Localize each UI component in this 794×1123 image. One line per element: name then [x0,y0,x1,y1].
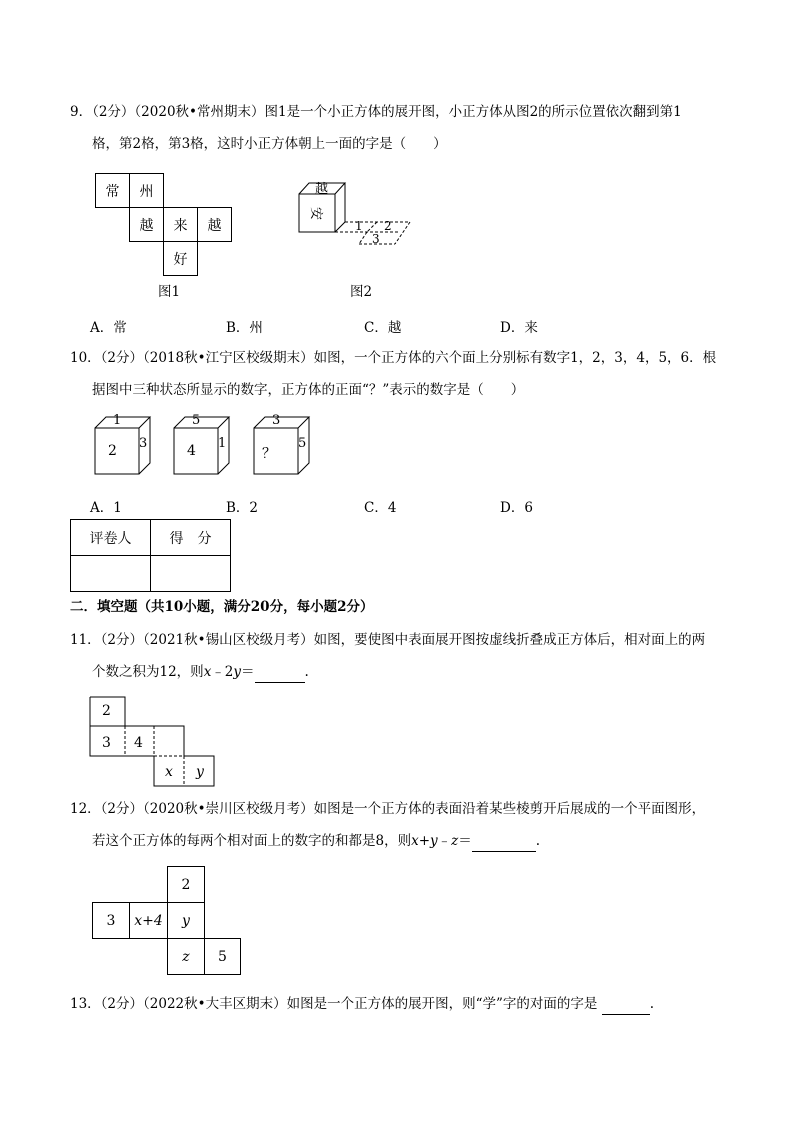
cube1-top: 1 [113,413,122,428]
q10-cubes [93,414,333,486]
q12-text: 若这个正方体的每两个相对面上的数字的和都是8，则 [92,833,412,849]
q11-eq: ＝ [241,664,255,680]
q9-figure1-caption: 图1 [158,284,181,300]
q11-cell-2: 2 [102,703,111,719]
net-cell: 越 [129,207,164,242]
q12-plus: + [418,833,431,849]
q12-var-z: z [451,833,459,849]
q11-text: 个数之积为12，则 [92,664,204,680]
cube2-front: 4 [187,443,196,459]
q11-line2 [92,662,309,683]
q13-line1 [70,994,654,1015]
cube3-front: ？ [262,446,276,462]
q12-answer-blank[interactable] [472,831,536,852]
cube3-top: 3 [272,413,281,428]
q9-option-a[interactable]: A．常 [90,320,127,336]
q11-cell-y: y [196,764,204,780]
cube1-front: 2 [108,443,117,459]
net-cell: 越 [197,207,232,242]
cube1-side: 3 [139,436,148,451]
q12-eq: ＝ [458,833,472,849]
q11-answer-blank[interactable] [255,662,305,683]
q12-cell-2: 2 [167,866,205,903]
q12-cell-5: 5 [204,938,241,975]
q12-cell-3: 3 [92,902,130,939]
q11-var-x: x [203,664,212,680]
q9-option-c[interactable]: C．越 [364,320,402,336]
grid-label-1: 1 [355,219,363,233]
q11-op: ﹣2 [211,664,234,680]
q9-figure2-caption: 图2 [350,284,373,300]
cube2-top: 5 [192,413,201,428]
score-header-score: 得 分 [151,520,231,556]
q11-line1: 11．（2分）（2021秋•锡山区校级月考）如图，要使图中表面展开图按虚线折叠成正方体后，相对面上的两 [70,632,706,648]
q12-end: . [535,833,541,849]
q10-option-d[interactable]: D．6 [500,500,533,516]
q12-minus: ﹣ [437,833,452,849]
score-cell-score[interactable] [151,556,231,592]
cube2-side: 1 [218,436,227,451]
q12-line2 [92,831,540,852]
q9-line2: 格，第2格，第3格，这时小正方体朝上一面的字是（ ） [92,136,447,152]
net-cell: 好 [163,241,198,276]
q12-var-y: y [430,833,438,849]
q12-var-x: x [411,833,419,849]
score-cell-grader[interactable] [71,556,151,592]
q10-option-b[interactable]: B．2 [226,500,259,516]
grid-label-2: 2 [384,219,392,233]
q12-cell-x4: x+4 [129,902,168,939]
q13-end: . [649,996,654,1012]
cube3-side: 5 [298,436,307,451]
q11-end: . [304,664,309,680]
cube-front-label: 安 [308,206,324,221]
net-cell: 常 [95,173,130,208]
q12-cell-y: y [167,902,205,939]
q9-option-d[interactable]: D．来 [500,320,538,336]
q11-var-y: y [233,664,242,680]
q11-cell-x: x [165,764,173,780]
q11-cell-4: 4 [134,735,143,751]
net-cell: 州 [129,173,164,208]
cube-top-label: 越 [315,182,329,197]
q11-cell-3: 3 [102,735,111,751]
grid-label-3: 3 [372,232,380,246]
q13-text: 13．（2分）（2022秋•大丰区期末）如图是一个正方体的展开图，则“学”字的对面的字是 [70,996,598,1012]
score-header-grader: 评卷人 [71,520,151,556]
q9-line1: 9．（2分）（2020秋•常州期末）图1是一个小正方体的展开图，小正方体从图2的所示位置依次翻到第1 [70,104,682,120]
q10-option-a[interactable]: A．1 [90,500,122,516]
q12-line1: 12．（2分）（2020秋•崇川区校级月考）如图是一个正方体的表面沿着某些棱剪开后展成的一个平面图形， [70,801,706,817]
net-cell: 来 [163,207,198,242]
q13-answer-blank[interactable] [602,994,650,1015]
q10-option-c[interactable]: C．4 [364,500,397,516]
q10-line2: 据图中三种状态所显示的数字，正方体的正面“？”表示的数字是（ ） [92,382,525,398]
section2-title: 二．填空题（共10小题，满分20分，每小题2分） [70,599,374,615]
q9-option-b[interactable]: B．州 [226,320,263,336]
score-table [70,519,231,592]
q12-cell-z: z [167,938,205,975]
q10-line1: 10．（2分）（2018秋•江宁区校级期末）如图，一个正方体的六个面上分别标有数字1，2，3，4，5，6．根 [70,350,717,366]
